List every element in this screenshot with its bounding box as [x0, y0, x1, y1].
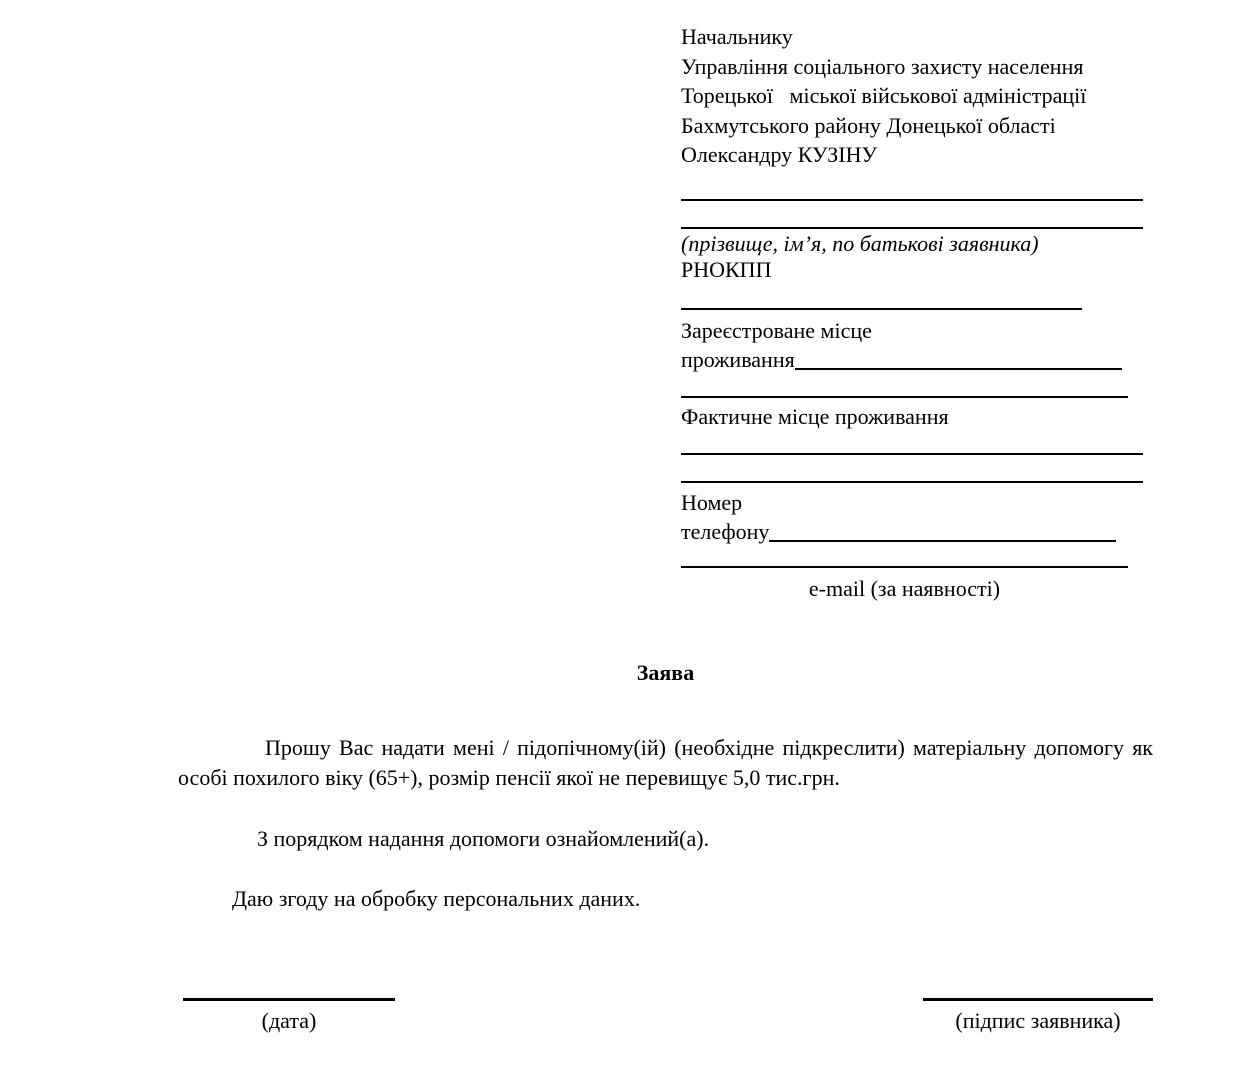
actual-address-label [681, 402, 949, 432]
email-blank-line [681, 566, 1128, 568]
rnokpp-blank-line [681, 308, 1082, 310]
phone-text-1: Номер [681, 490, 743, 515]
actual-address-text: Фактичне місце проживання [681, 404, 949, 429]
recipient-line-4: Бахмутського району Донецької області [681, 112, 1056, 138]
registered-address-label-line1 [681, 316, 872, 346]
document-title: Заява [636, 660, 695, 685]
recipient-line-5: Олександру КУЗІНУ [681, 142, 878, 167]
actual-address-blank-line-2 [681, 481, 1143, 483]
registered-address-label-line2 [681, 345, 1122, 375]
email-caption [681, 574, 1128, 604]
registered-address-blank-fill [795, 348, 1122, 370]
registered-address-text-2: проживання [681, 347, 795, 372]
rnokpp-label [681, 255, 771, 285]
applicant-name-caption-text: (прізвище, ім’я, по батькові заявника) [681, 231, 1039, 256]
rnokpp-label-text: РНОКПП [681, 257, 772, 282]
recipient-line-3: Торецької міської військової адміністрації [681, 83, 1087, 108]
consent-paragraph: Даю згоду на обробку персональних даних. [232, 886, 641, 911]
email-caption-text: e-mail (за наявності) [808, 576, 1001, 601]
actual-address-blank-line-1 [681, 453, 1143, 455]
phone-label-line2 [681, 517, 1116, 547]
date-blank-line [183, 998, 395, 1001]
date-caption: (дата) [261, 1008, 317, 1033]
request-paragraph: Прошу Вас надати мені / підопічному(ій) (необхідне підкреслити) матеріальну допомогу як особі похилого віку (65+), розмір пенсії якої не перевищує 5,0 тис.грн. [178, 735, 1153, 790]
applicant-name-blank-line-1 [681, 199, 1143, 201]
addressee-block [681, 22, 1143, 170]
signature-blank-line [923, 998, 1153, 1001]
phone-text-2: телефону [681, 519, 770, 544]
signature-caption: (підпис заявника) [955, 1008, 1121, 1033]
phone-label-line1 [681, 488, 742, 518]
recipient-line-1: Начальнику [681, 24, 793, 49]
registered-address-blank-line-2 [681, 396, 1128, 398]
acknowledgement-paragraph: З порядком надання допомоги ознайомлений(а). [257, 826, 710, 851]
phone-blank-fill [769, 520, 1116, 542]
recipient-line-2: Управління соціального захисту населення [681, 53, 1084, 79]
registered-address-text-1: Зареєстроване місце [681, 318, 872, 343]
